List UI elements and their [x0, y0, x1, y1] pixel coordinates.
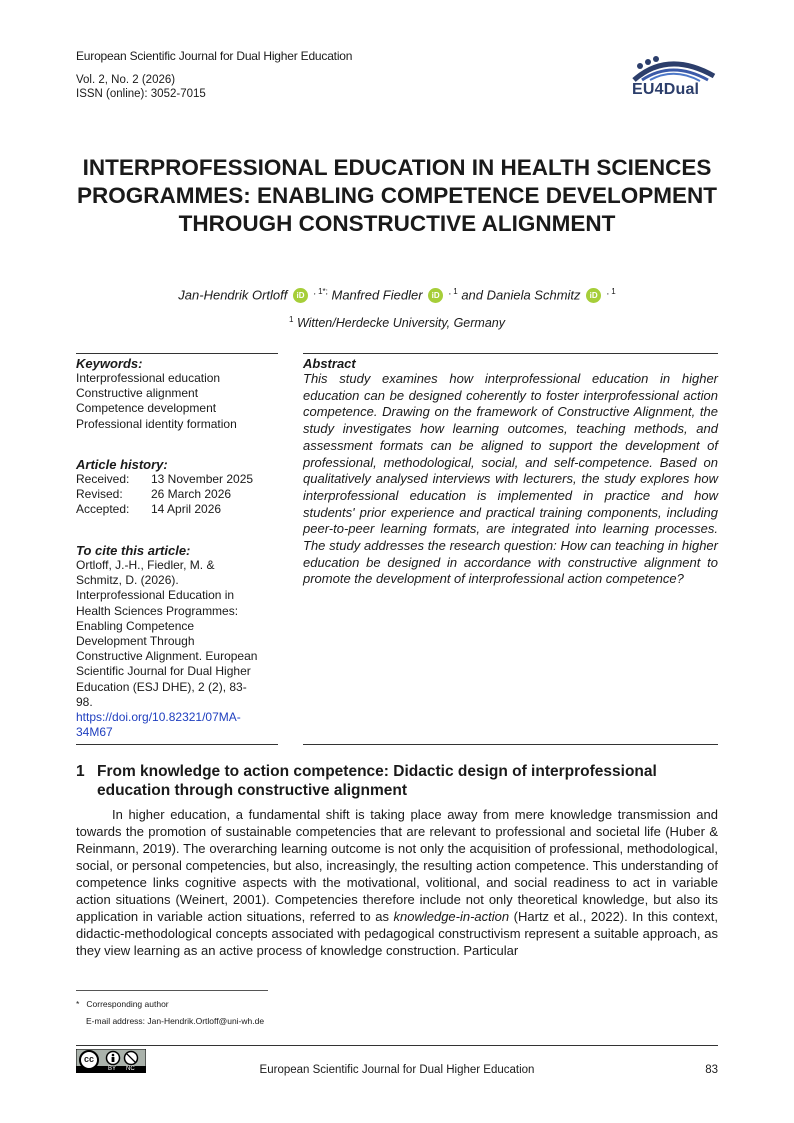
cite-line: Ortloff, J.-H., Fiedler, M. &	[76, 558, 215, 572]
cite-line: Development Through	[76, 634, 195, 649]
volume-info	[76, 73, 206, 101]
abstract-bottom-rule	[303, 744, 718, 745]
author-name: Jan-Hendrik Ortloff	[178, 287, 288, 303]
cc-label: cc	[84, 1054, 95, 1064]
section-title: From knowledge to action competence: Didactic design of interprofessional education through constructive alignment	[97, 763, 657, 799]
eu4dual-logo	[628, 50, 720, 102]
footnote-mark: *	[76, 999, 80, 1009]
footnote-email: E-mail address: Jan-Hendrik.Ortloff@uni-wh.de	[86, 1016, 265, 1026]
citation-block	[76, 543, 278, 740]
history-date: 13 November 2025	[151, 472, 254, 486]
footnote-author	[76, 996, 264, 1013]
history-row	[76, 472, 278, 487]
history-label: Revised:	[76, 487, 123, 502]
footer-rule	[76, 1045, 718, 1046]
keywords-block	[76, 356, 278, 432]
body-text	[76, 806, 718, 959]
history-label: Received:	[76, 472, 130, 486]
keyword: Competence development	[76, 401, 217, 416]
keyword: Professional identity formation	[76, 416, 237, 431]
abstract-heading: Abstract	[303, 356, 356, 371]
logo-text: EU4Dual	[632, 81, 700, 98]
page-number: 83	[705, 1064, 718, 1076]
cc-by-label: BY	[108, 1066, 117, 1072]
keyword: Interprofessional education	[76, 371, 221, 385]
paragraph-emphasis: knowledge-in-action	[393, 909, 510, 924]
paragraph	[76, 806, 718, 959]
abstract-top-rule	[303, 353, 718, 354]
orcid-icon[interactable]: iD	[428, 288, 443, 303]
affiliation	[76, 315, 718, 330]
volume: Vol. 2, No. 2 (2026)	[76, 74, 176, 86]
author-name: and Daniela Schmitz	[461, 287, 581, 303]
cite-line: Interprofessional Education in	[76, 588, 235, 603]
affiliation-mark: 1	[289, 315, 294, 324]
orcid-icon[interactable]: iD	[586, 288, 601, 303]
history-date: 26 March 2026	[151, 487, 232, 502]
footer-journal: European Scientific Journal for Dual Higher Education	[259, 1064, 535, 1076]
author-name: Manfred Fiedler	[331, 287, 423, 303]
abstract-text: This study examines how interprofessional education in higher education can be designed coherently to foster interprofessional action competence. Drawing on the framework of Constructive Alignment, the study investigates how learning outcomes, teaching methods, and assessment formats can be aligned to support the development of professional, methodological, social, and self-competence. Based on qualitatively analysed interviews with lecturers, the study explores how interprofessional education is implemented in practice and how students' prior experience and practical training components, including peer-to-peer learning formats, are integrated into learning processes. The study addresses the research question: How can teaching in higher education be designed in accordance with constructive alignment to promote the development of interprofessional action competence?	[303, 371, 718, 587]
history-row	[76, 502, 278, 517]
section-number: 1	[76, 763, 85, 780]
cc-nc-label: NC	[126, 1066, 135, 1072]
cite-heading: To cite this article:	[76, 543, 191, 558]
author-marks: , 1	[448, 287, 458, 296]
paper-title: INTERPROFESSIONAL EDUCATION IN HEALTH SCIENCES PROGRAMMES: ENABLING COMPETENCE DEVELOPMENT THROUGH CONSTRUCTIVE ALIGNMENT	[76, 155, 718, 236]
cite-line: Health Sciences Programmes:	[76, 603, 239, 618]
sidebar-bottom-rule	[76, 744, 278, 745]
paragraph-text: In higher education, a fundamental shift is taking place away from mere knowledge transmission and towards the promotion of sustainable competencies that are relevant to professional and societal life (Huber & Reinmann, 2019). The overarching learning outcome is not only the acquisition of professional, methodological, social, or personal competencies, but also, increasingly, the resulting action competence. This understanding of competence links cognitive aspects with the motivational, volitional, and social readiness to act in variable action situations (Weinert, 2001). Competencies therefore include not only theoretical knowledge, but also its application in variable action situations, referred to as	[76, 807, 718, 924]
author-marks: , 1	[606, 287, 616, 296]
cite-line: 98.	[76, 694, 93, 709]
footnote-rule	[76, 990, 268, 991]
abstract-block	[303, 356, 718, 588]
cite-line: Constructive Alignment. European	[76, 649, 258, 664]
logo-mark-icon	[628, 50, 720, 84]
orcid-icon[interactable]: iD	[293, 288, 308, 303]
cite-line: Scientific Journal for Dual Higher	[76, 664, 251, 679]
cite-line: Education (ESJ DHE), 2 (2), 83-	[76, 679, 247, 694]
history-row	[76, 487, 278, 502]
keyword: Constructive alignment	[76, 386, 199, 401]
cite-line: Enabling Competence	[76, 618, 195, 633]
journal-name: European Scientific Journal for Dual Higher Education	[76, 49, 353, 63]
affiliation-text: Witten/Herdecke University, Germany	[296, 316, 505, 331]
keywords-heading: Keywords:	[76, 356, 143, 371]
history-date: 14 April 2026	[151, 502, 222, 517]
footnote-label: Corresponding author	[86, 999, 169, 1009]
doi-link[interactable]: 34M67	[76, 725, 113, 740]
history-block	[76, 457, 278, 518]
footnote	[76, 996, 264, 1030]
section-heading	[76, 762, 718, 800]
cite-line: Schmitz, D. (2026).	[76, 573, 179, 588]
author-marks: , 1*;	[313, 287, 328, 296]
issn: ISSN (online): 3052-7015	[76, 88, 206, 100]
sidebar-top-rule	[76, 353, 278, 354]
history-label: Accepted:	[76, 502, 130, 517]
author-list	[76, 287, 718, 303]
paragraph-text: (Hartz et al., 2022). In this context, didactic-methodological concepts associated with pedagogical constructivism represent a suitable approach, as they view learning as an active process of knowledge construction. Particular	[76, 909, 718, 958]
history-heading: Article history:	[76, 457, 168, 472]
doi-link[interactable]: https://doi.org/10.82321/07MA-	[76, 710, 241, 725]
